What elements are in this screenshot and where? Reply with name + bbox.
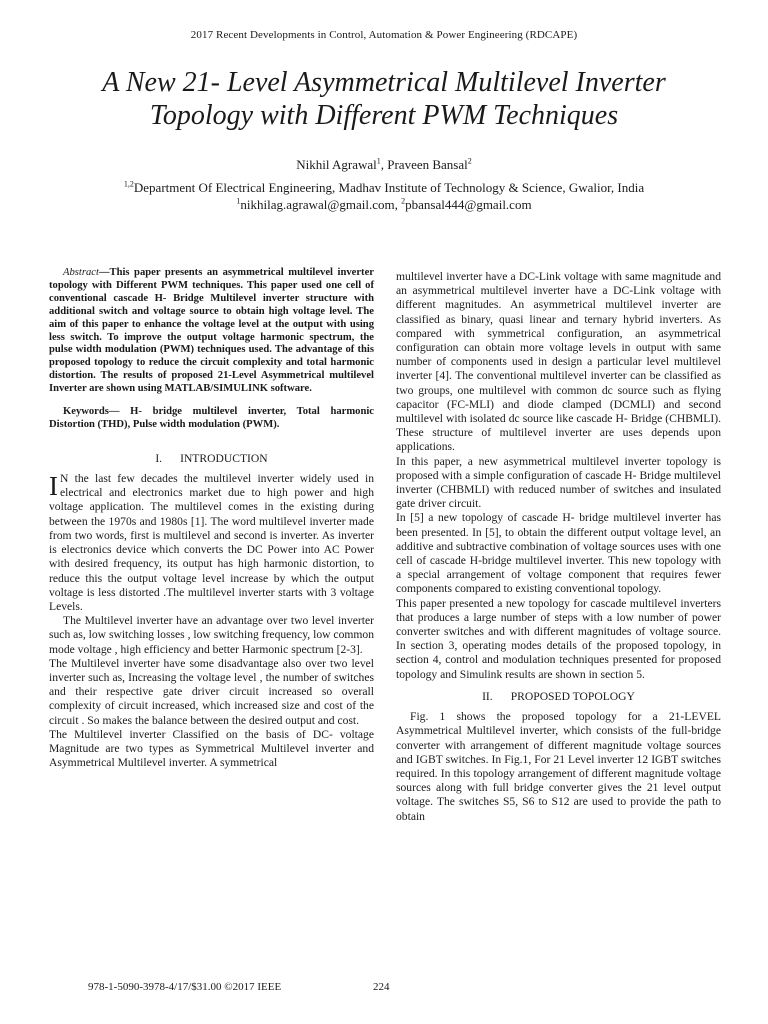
section-heading-introduction: [49, 452, 374, 466]
email-1-sup: 1: [236, 196, 241, 206]
email-1: nikhilag.agrawal@gmail.com,: [240, 197, 402, 212]
right-column: [396, 270, 721, 824]
section-number: I.: [155, 451, 163, 465]
left-column: [49, 267, 374, 770]
email-2: pbansal444@gmail.com: [405, 197, 532, 212]
intro-paragraph-2: The Multilevel inverter have an advantage over two level inverter such as, low switching losses , low switching frequency, low common mode voltage , high efficiency and better Harmonic spectrum [2-3].: [49, 614, 374, 656]
author-1: Nikhil Agrawal: [296, 157, 377, 172]
intro-paragraph-4: The Multilevel inverter Classified on the basis of DC- voltage Magnitude are two types as Symmetrical Multilevel inverter and Asymmetrical Multilevel inverter. A symmetrical: [49, 727, 374, 770]
author-emails: [0, 197, 768, 213]
section-number: II.: [482, 689, 493, 703]
topology-paragraph-1: Fig. 1 shows the proposed topology for a 21-LEVEL Asymmetrical Multilevel inverter, which consists of the full-bridge converter with arrangement of different magnitude voltage sources and IGBT switches. In Fig.1, For 21 Level inverter 12 IGBT switches required. In this topology arrangement of different magnitude voltage sources along with full bridge converter gives the 21 level output voltage. The switches S5, S6 to S12 are used to provide the path to obtain: [396, 710, 721, 823]
intro-paragraph-3: The Multilevel inverter have some disadvantage also over two level inverter such as, Increasing the voltage level , the number of switches and their respective gate driver circuit increased so overall complexity of circuit increased, which increased size and cost of the circuit . So makes the balance between the desired output and cost.: [49, 656, 374, 727]
author-separator: ,: [380, 157, 388, 172]
drop-cap: I: [49, 471, 58, 502]
author-2-sup: 2: [467, 156, 472, 166]
affiliation-text: Department Of Electrical Engineering, Madhav Institute of Technology & Science, Gwalior, India: [133, 180, 645, 195]
intro-paragraph-7: In [5] a new topology of cascade H- bridge multilevel inverter has been presented. In [5], to obtain the different output voltage level, an additive and subtractive combination of voltage sources uses with one cell of cascade H-bridge multilevel inverter. This new topology with a special arrangement of voltage component that requires fewer components compared to existing conventional topology.: [396, 511, 721, 596]
conference-header: 2017 Recent Developments in Control, Automation & Power Engineering (RDCAPE): [190, 29, 578, 41]
abstract-text: —This paper presents an asymmetrical multilevel inverter topology with Different PWM techniques. This paper used one cell of conventional cascade H- Bridge Multilevel inverter structure with additional switch and voltage source to obtain high voltage level. The aim of this paper to enhance the voltage level at the output with using less switch. To improve the output voltage harmonic spectrum, the pulse width modulation (PWM) techniques used. The advantage of this proposed topology to reduce the circuit complexity and total harmonic distortion. The results of proposed 21-Level Asymmetrical multilevel Inverter are shown using MATLAB/SIMULINK software.: [49, 267, 374, 395]
paper-title: [40, 66, 728, 132]
author-2: Praveen Bansal: [387, 157, 468, 172]
section-title: PROPOSED TOPOLOGY: [510, 689, 635, 703]
authors: [0, 157, 768, 173]
intro-paragraph-6: In this paper, a new asymmetrical multilevel inverter topology is proposed with a simple configuration of cascade H- Bridge multilevel inverter (CHBMLI) with reduced number of switches and insulated gate driver circuit.: [396, 454, 721, 511]
keywords: Keywords— H- bridge multilevel inverter, Total harmonic Distortion (THD), Pulse width modulation (PWM).: [49, 406, 374, 430]
title-line-1: A New 21- Level Asymmetrical Multilevel Inverter: [102, 67, 666, 98]
intro-paragraph-1: [49, 472, 374, 614]
title-line-2: Topology with Different PWM Techniques: [149, 100, 619, 131]
abstract: [49, 267, 374, 396]
section-title: INTRODUCTION: [180, 451, 268, 465]
abstract-lead: Abstract: [63, 267, 99, 278]
affiliation-sup: 1,2: [123, 179, 134, 189]
author-1-sup: 1: [376, 156, 381, 166]
intro-paragraph-5: multilevel inverter have a DC-Link voltage with same magnitude and an asymmetrical multilevel inverter have a DC-Link voltage with different magnitudes. An asymmetrical multilevel inverter are classified as binary, quasi linear and ternary hybrid inverters. As compared with symmetrical configuration, an asymmetrical configuration can obtain more voltage levels in output with same number of components used in design a particular level multilevel inverter [4]. The conventional multilevel inverter can be classified as two groups, one multilevel with common dc source such as flying capacitor (FC-MLI) and diode clamped (DCMLI) and second multilevel with isolated dc source like cascade H- Bridge (CHBMLI). These structure of multilevel inverter are uses depends upon applications.: [396, 270, 721, 454]
footer-isbn: 978-1-5090-3978-4/17/$31.00 ©2017 IEEE: [88, 981, 282, 993]
section-heading-proposed-topology: [396, 690, 721, 704]
page-number: 224: [373, 981, 390, 993]
affiliation: [0, 180, 768, 196]
email-2-sup: 2: [401, 196, 406, 206]
intro-paragraph-1-text: N the last few decades the multilevel inverter widely used in electrical and electronics market due to high power and high voltage application. The multilevel comes in the existing during between the 1970s and 1980s [1]. The word multilevel inverter made from two words, first is multilevel and second is inverter. As inverter is electronics device which converts the DC Power into AC Power with desired frequency, its output has high harmonic distortion, to reduce this the output voltage level increase by which the output voltage is less distorted .The multilevel inverter starts with 3 voltage Levels.: [49, 472, 374, 613]
intro-paragraph-8: This paper presented a new topology for cascade multilevel inverters that produces a large number of steps with a low number of power converter switches and with different magnitudes of voltage source. In section 3, operating modes details of the proposed topology, in section 4, control and modulation techniques presented for proposed topology and Simulink results are shown in section 5.: [396, 596, 721, 681]
